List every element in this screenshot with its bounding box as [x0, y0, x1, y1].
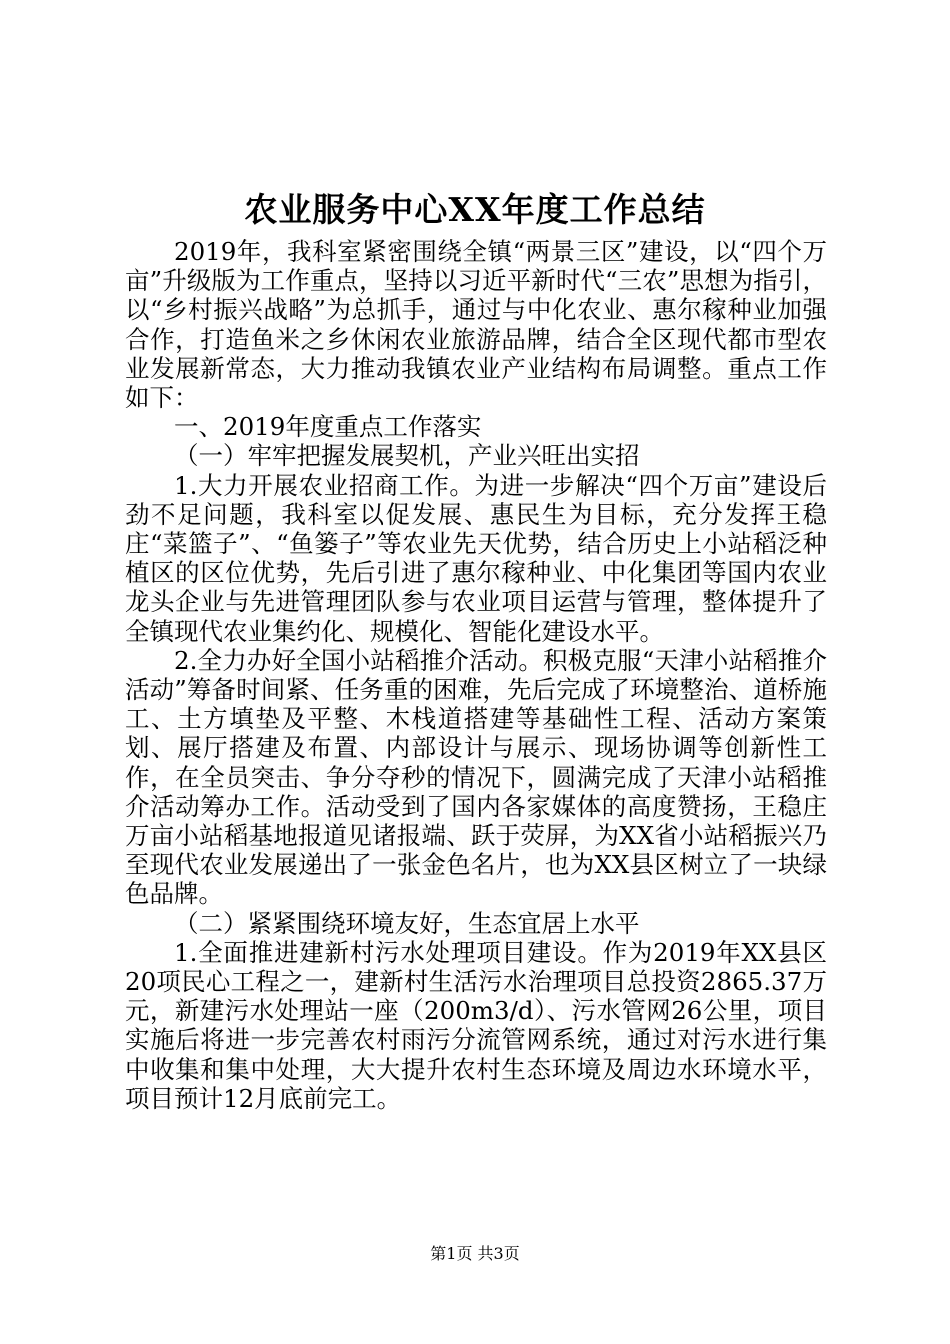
- subsection-heading: （二）紧紧围绕环境友好，生态宜居上水平: [174, 908, 640, 938]
- subsection-heading: （一）牢牢把握发展契机，产业兴旺出实招: [174, 441, 640, 471]
- intro-paragraph: 2019年，我科室紧密围绕全镇“两景三区”建设，以“四个万亩”升级版为工作重点，坚持以习近平新时代“三农”思想为指引，以“乡村振兴战略”为总抓手，通过与中化农业、惠尔稼种业加强合作，打造鱼米之乡休闲农业旅游品牌，结合全区现代都市型农业发展新常态，大力推动我镇农业产业结构布局调整。重点工作如下：: [125, 237, 827, 413]
- body-paragraph: 1.全面推进建新村污水处理项目建设。作为2019年XX县区20项民心工程之一，建新村生活污水治理项目总投资2865.37万元，新建污水处理站一座（200m3/d）、污水管网26公里，项目实施后将进一步完善农村雨污分流管网系统，通过对污水进行集中收集和集中处理，大大提升农村生态环境及周边水环境水平，项目预计12月底前完工。: [125, 937, 827, 1113]
- body-paragraph: 2.全力办好全国小站稻推介活动。积极克服“天津小站稻推介活动”筹备时间紧、任务重的困难，先后完成了环境整治、道桥施工、土方填垫及平整、木栈道搭建等基础性工程、活动方案策划、展厅搭建及布置、内部设计与展示、现场协调等创新性工作，在全员突击、争分夺秒的情况下，圆满完成了天津小站稻推介活动筹办工作。活动受到了国内各家媒体的高度赞扬，王稳庄万亩小站稻基地报道见诸报端、跃于荧屏，为XX省小站稻振兴乃至现代农业发展递出了一张金色名片，也为XX县区树立了一块绿色品牌。: [125, 645, 827, 909]
- document-body: [125, 237, 827, 1113]
- body-paragraph: 1.大力开展农业招商工作。为进一步解决“四个万亩”建设后劲不足问题，我科室以促发展、惠民生为目标，充分发挥王稳庄“菜篮子”、“鱼篓子”等农业先天优势，结合历史上小站稻泛种植区的区位优势，先后引进了惠尔稼种业、中化集团等国内农业龙头企业与先进管理团队参与农业项目运营与管理，整体提升了全镇现代农业集约化、规模化、智能化建设水平。: [125, 470, 827, 646]
- section-heading: 一、2019年度重点工作落实: [174, 412, 482, 442]
- document-title: 农业服务中心XX年度工作总结: [244, 190, 706, 229]
- page-number-footer: 第1页 共3页: [430, 1244, 520, 1263]
